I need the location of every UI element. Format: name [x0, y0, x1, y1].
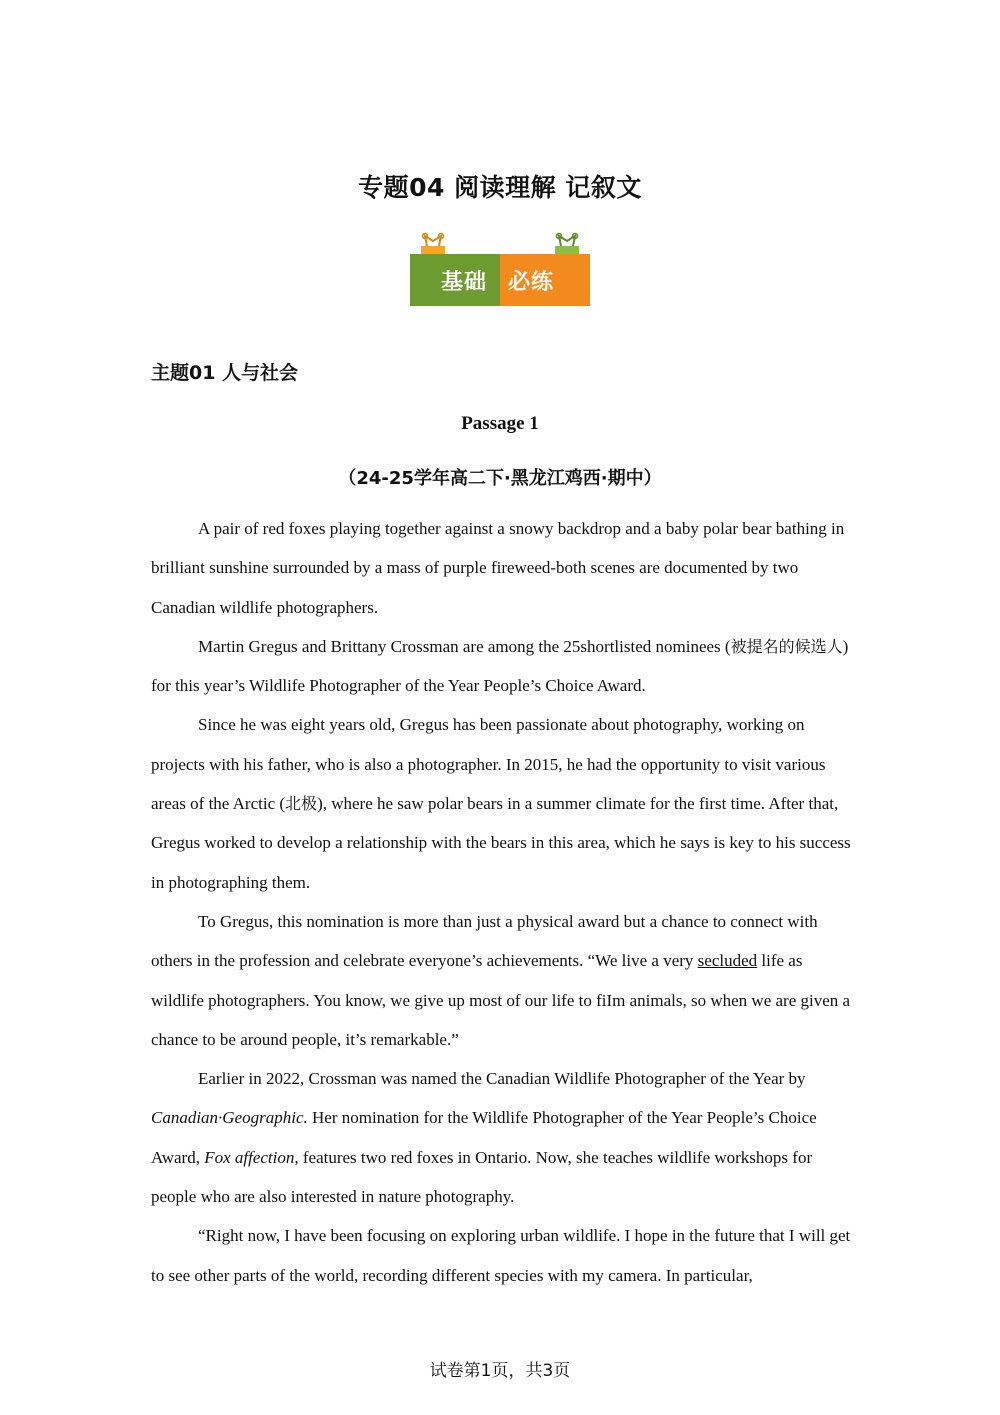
paragraph-text: Martin Gregus and Brittany Crossman are among the 25shortlisted nominees ( [198, 636, 731, 656]
paragraph-5 [151, 1059, 851, 1216]
underlined-word: secluded [697, 951, 758, 971]
paragraph-text: features two red foxes in Ontario. Now, she teaches wildlife workshops for people who are also interested in nature photography. [151, 1147, 813, 1207]
paragraph-text: life as wildlife photographers. You know, we give up most of our life to fiIm animals, so when we are given a chance to be around people, it’s remarkable.” [151, 951, 851, 1049]
paragraph-text: Earlier in 2022, Crossman was named the Canadian Wildlife Photographer of the Year by [198, 1069, 806, 1089]
chinese-gloss: 北极 [285, 794, 318, 814]
paragraph-3 [151, 705, 851, 901]
paragraph-text: Since he was eight years old, Gregus has been passionate about photography, working on projects with his father, who is also a photographer. In 2015, he had the opportunity to visit various areas of the Arctic ( [151, 715, 826, 814]
paragraph-6 [151, 1216, 851, 1295]
italic-title: Fox affection, [204, 1147, 299, 1167]
page-footer: 试卷第1页，共3页 [429, 1361, 571, 1381]
paragraph-text: ) for this year’s Wildlife Photographer of the Year People’s Choice Award. [151, 636, 849, 696]
passage-body [151, 509, 851, 1295]
badge-left-label: 基础 [441, 270, 488, 295]
paragraph-text: Her nomination for the Wildlife Photographer of the Year People’s Choice Award, [151, 1108, 817, 1167]
paragraph-4 [151, 902, 851, 1059]
passage-title: Passage 1 [461, 413, 539, 434]
basic-practice-badge [410, 232, 590, 306]
section-heading: 主题01 人与社会 [151, 362, 299, 384]
italic-title: Canadian·Geographic. [151, 1108, 308, 1128]
badge-right-label: 必练 [508, 270, 555, 295]
passage-source: （24-25学年高二下·黑龙江鸡西·期中） [338, 468, 662, 489]
paragraph-text: “Right now, I have been focusing on exploring urban wildlife. I hope in the future that I will get to see other parts of the world, recording different species with my camera. In particular, [151, 1226, 851, 1285]
document-title: 专题04 阅读理解 记叙文 [358, 173, 642, 202]
paragraph-1 [151, 509, 851, 627]
chinese-gloss: 被提名的候选人 [730, 636, 843, 656]
paragraph-text: ), where he saw polar bears in a summer climate for the first time. After that, Gregus worked to develop a relationship with the bears in this area, which he says is key to his success in photographing them. [151, 794, 851, 892]
paragraph-2 [151, 627, 851, 706]
paragraph-text: To Gregus, this nomination is more than just a physical award but a chance to connect with others in the profession and celebrate everyone’s achievements. “We live a very [151, 911, 818, 971]
paragraph-text: A pair of red foxes playing together against a snowy backdrop and a baby polar bear bathing in brilliant sunshine surrounded by a mass of purple fireweed-both scenes are documented by two Canadian wildlife photographers. [151, 519, 845, 617]
